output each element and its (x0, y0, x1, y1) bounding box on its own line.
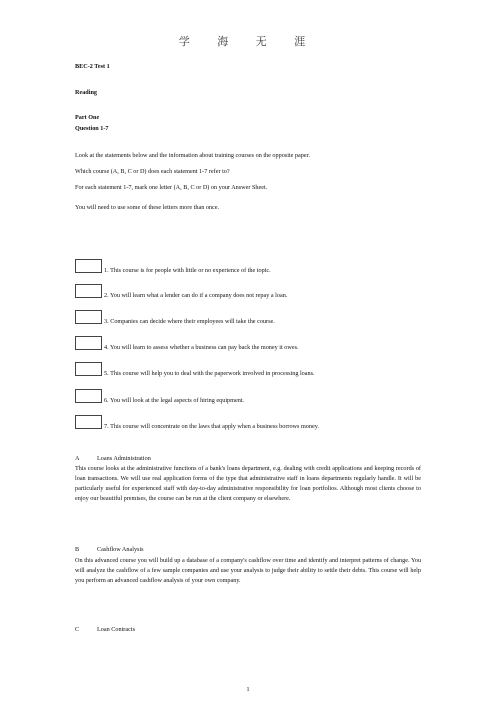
answer-box-4[interactable] (75, 336, 102, 350)
question-5 (75, 362, 421, 378)
question-7 (75, 415, 421, 431)
section-heading: Reading (75, 89, 98, 96)
instruction-3: For each statement 1-7, mark one letter (A, B, C or D) on your Answer Sheet. (75, 184, 268, 191)
course-c-name: Loan Contracts (97, 626, 135, 633)
instruction-1: Look at the statements below and the information about training courses on the opposite paper. (75, 152, 310, 159)
question-6-text: 6. You will look at the legal aspects of hiring equipment. (104, 397, 245, 404)
course-a-name: Loans Administration (97, 455, 151, 462)
answer-box-3[interactable] (75, 310, 102, 324)
question-4 (75, 336, 421, 352)
page-number: 1 (246, 686, 250, 693)
answer-box-5[interactable] (75, 362, 102, 376)
question-4-text: 4. You will learn to assess whether a business can pay back the money it owes. (104, 344, 299, 351)
question-6 (75, 389, 421, 405)
page-header: 学 海 无 涯 (178, 35, 318, 48)
answer-box-2[interactable] (75, 284, 102, 298)
question-5-text: 5. This course will help you to deal with the paperwork involved in processing loans. (104, 370, 315, 377)
course-a-heading (75, 454, 151, 463)
course-b-heading (75, 545, 144, 554)
instruction-2: Which course (A, B, C or D) does each statement 1-7 refer to? (75, 168, 230, 175)
course-a-letter: A (75, 455, 80, 462)
answer-box-6[interactable] (75, 389, 102, 403)
course-b-letter: B (75, 546, 80, 553)
course-b-description: On this advanced course you will build up a database of a company's cashflow over time and identify and interpret patterns of change. You will analyze the cashflow of a few sample companies and use your analysis to judge their ability to settle their debts. This course will help you perform an advanced cashflow analysis of your own company. (75, 557, 421, 584)
question-3-text: 3. Companies can decide where their employees will take the course. (104, 318, 275, 325)
test-title: BEC-2 Test 1 (75, 63, 110, 70)
question-1 (75, 259, 421, 275)
question-range: Question 1-7 (75, 125, 109, 132)
answer-box-7[interactable] (75, 415, 102, 429)
question-3 (75, 310, 421, 326)
part-heading: Part One (75, 114, 100, 121)
answer-box-1[interactable] (75, 259, 102, 273)
course-b-name: Cashflow Analysis (97, 546, 144, 553)
course-c-heading (75, 625, 135, 634)
question-7-text: 7. This course will concentrate on the laws that apply when a business borrows money. (104, 423, 319, 430)
question-2 (75, 284, 421, 300)
question-1-text: 1. This course is for people with little or no experience of the topic. (104, 267, 271, 274)
question-2-text: 2. You will learn what a lender can do if a company does not repay a loan. (104, 292, 288, 299)
course-c-letter: C (75, 626, 80, 633)
instruction-4: You will need to use some of these letters more than once. (75, 204, 220, 211)
course-a-description: This course looks at the administrative functions of a bank's loans department, e.g. dealing with credit applications and keeping records of loan transactions. We will use real application forms of the type that administrative staff in loans departments regularly handle. It will be particularly useful for experienced staff with day-to-day administrative responsibility for loan portfolios. Although most clients choose to enjoy our beautiful premises, the course can be run at the client company or elsewhere. (75, 465, 421, 502)
